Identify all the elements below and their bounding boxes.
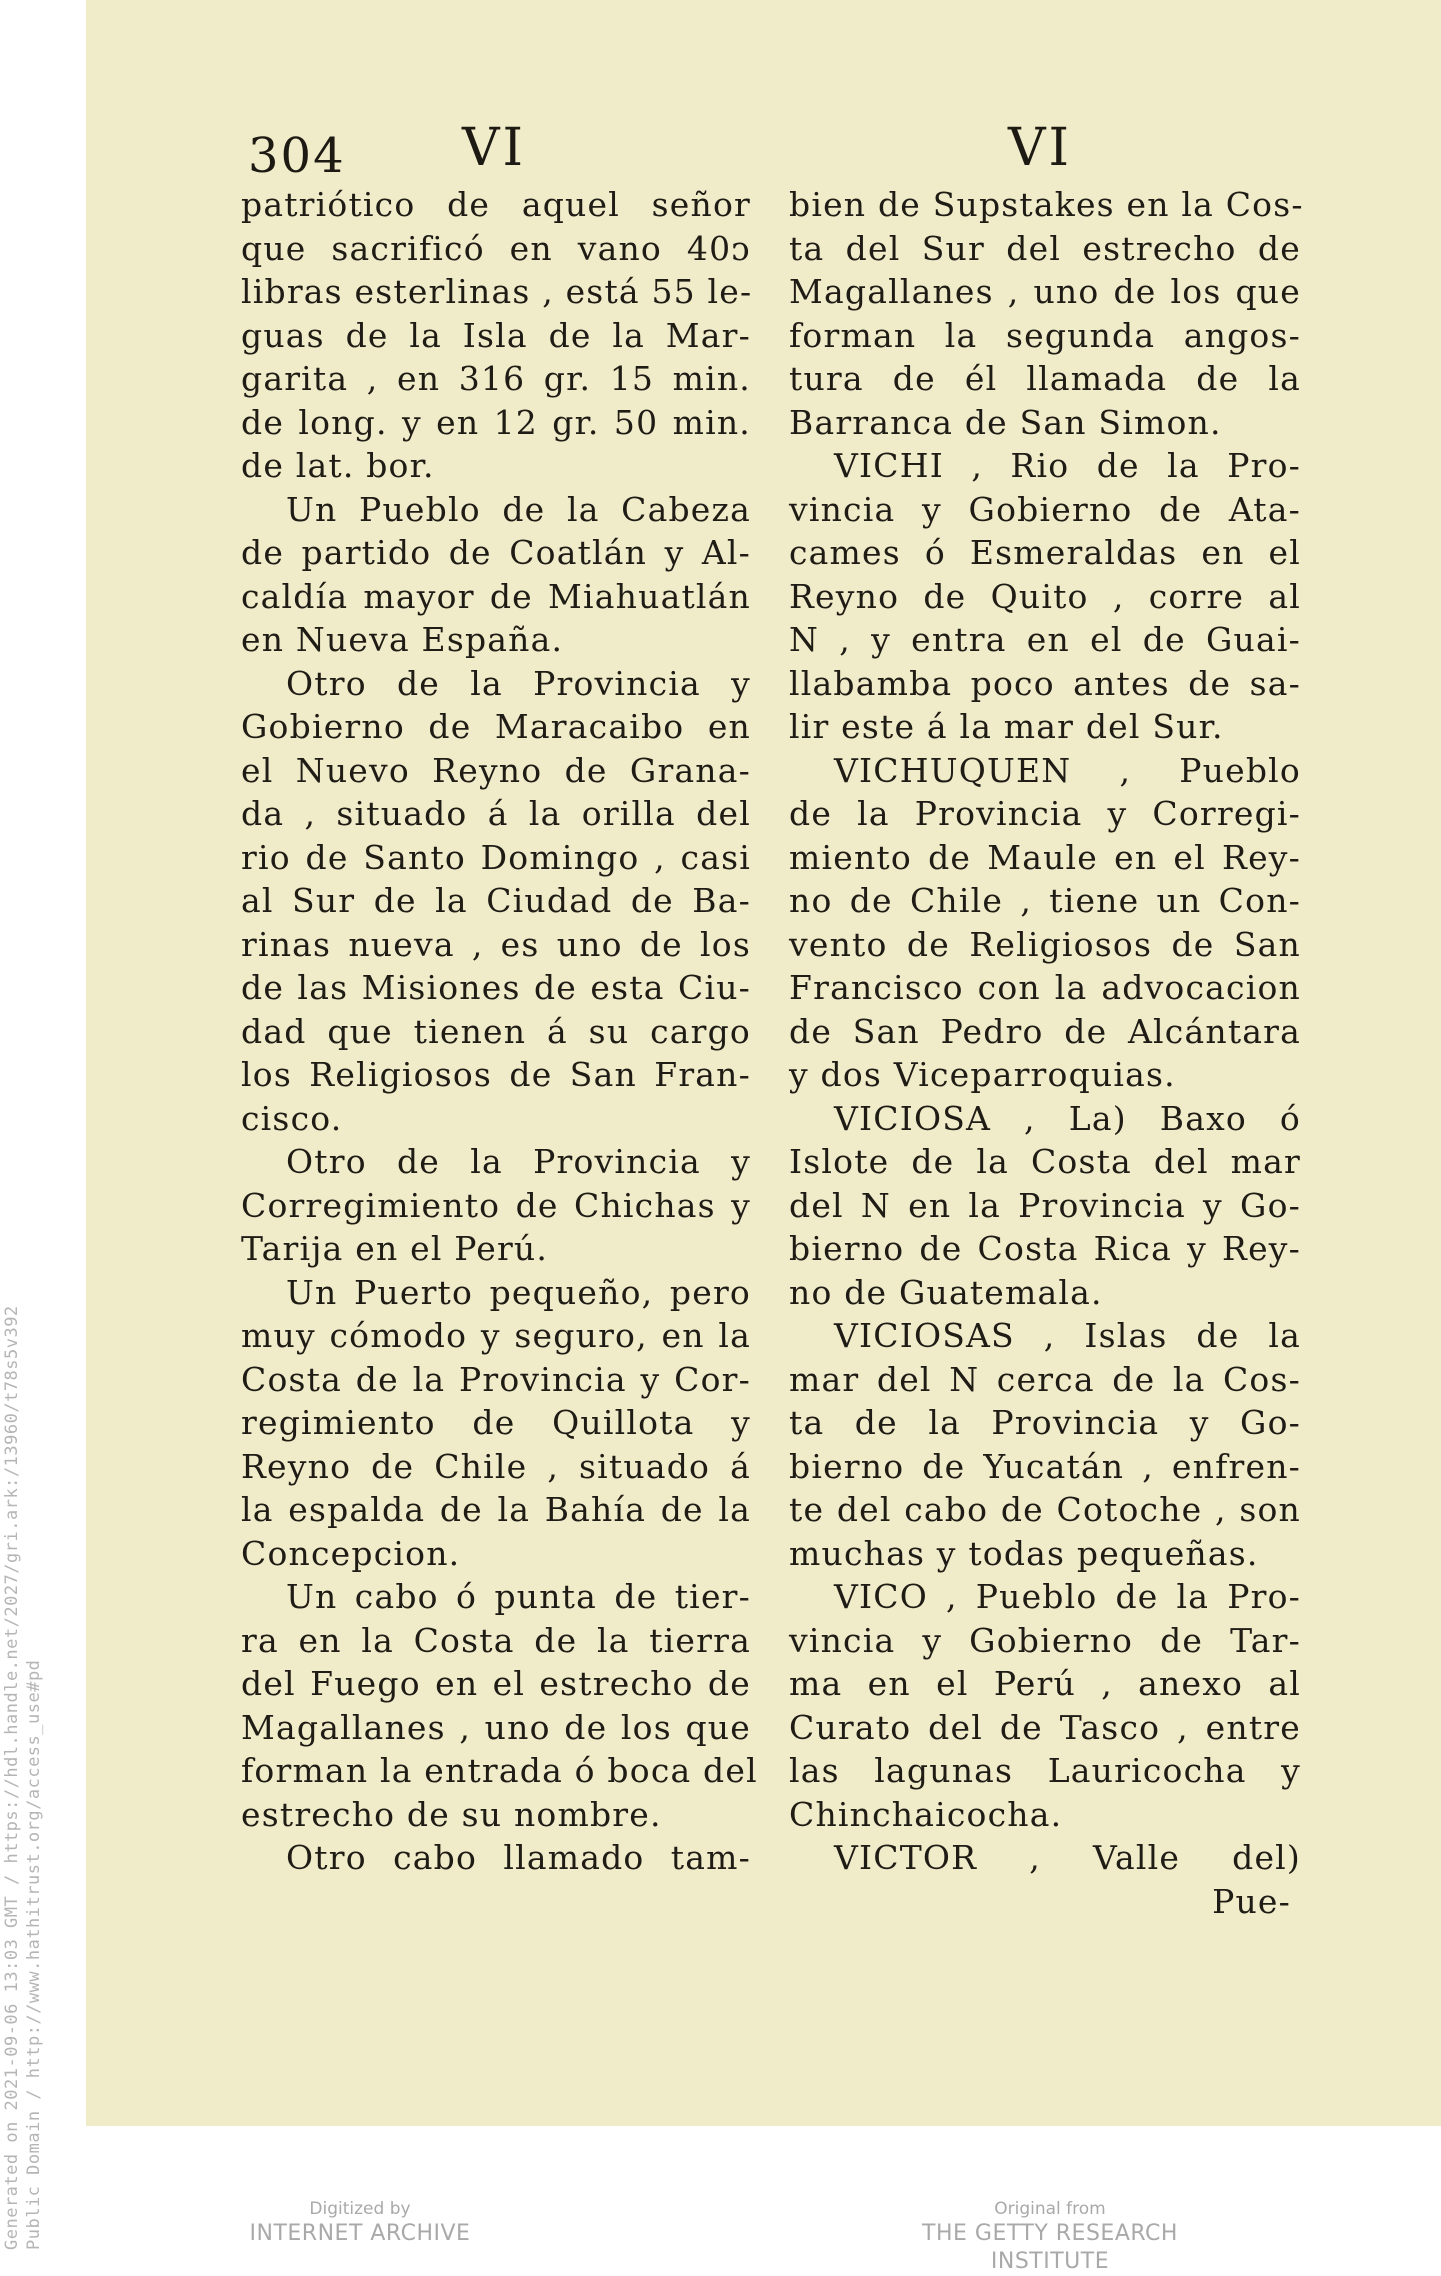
text-line: regimiento de Quillota y <box>241 1403 751 1442</box>
text-line: del N en la Provincia y Go- <box>789 1185 1301 1225</box>
running-head-left: VI <box>462 118 527 178</box>
text-line: cisco. <box>241 1098 343 1138</box>
text-line: y dos Viceparroquias. <box>789 1055 1176 1094</box>
text-line: el Nuevo Reyno de Grana- <box>241 750 751 790</box>
text-line: vincia y Gobierno de Tar- <box>789 1620 1301 1660</box>
text-line: de la Provincia y Corregi- <box>789 794 1301 833</box>
text-line: dad que tienen á su cargo <box>241 1011 751 1051</box>
text-line: Francisco con la advocacion <box>789 968 1301 1007</box>
text-line: rio de Santo Domingo , casi <box>241 837 751 877</box>
text-line: vento de Religiosos de San <box>789 924 1301 964</box>
text-line: ta del Sur del estrecho de <box>789 228 1301 268</box>
text-line: VICO , Pueblo de la Pro- <box>834 1577 1301 1616</box>
text-line: bierno de Yucatán , enfren- <box>789 1446 1301 1486</box>
generation-stamp <box>0 1100 80 2250</box>
text-line: te del cabo de Cotoche , son <box>789 1490 1301 1529</box>
text-line: Tarija en el Perú. <box>241 1229 549 1268</box>
text-line: Chinchaicocha. <box>789 1794 1063 1834</box>
text-line: no de Chile , tiene un Con- <box>789 881 1301 920</box>
text-line: Otro de la Provincia y <box>286 1142 751 1181</box>
text-line: Un cabo ó punta de tier- <box>286 1577 751 1616</box>
text-line: guas de la Isla de la Mar- <box>241 315 751 355</box>
getty-institute-name: THE GETTY RESEARCH INSTITUTE <box>922 2221 1178 2274</box>
text-line: Gobierno de Maracaibo en <box>241 707 751 746</box>
text-line: libras esterlinas , está 55 le- <box>241 272 753 311</box>
text-line: tura de él llamada de la <box>789 359 1301 398</box>
text-line: ta de la Provincia y Go- <box>789 1403 1301 1442</box>
text-line: la espalda de la Bahía de la <box>241 1490 751 1529</box>
digitized-by-label: Digitized by <box>309 2199 411 2219</box>
text-line: bien de Supstakes en la Cos- <box>789 185 1304 224</box>
text-line: Islote de la Costa del mar <box>789 1142 1301 1181</box>
text-line: cames ó Esmeraldas en el <box>789 533 1301 572</box>
text-line: estrecho de su nombre. <box>241 1794 662 1834</box>
text-line: al Sur de la Ciudad de Ba- <box>241 881 751 920</box>
text-line: Otro de la Provincia y <box>286 663 751 703</box>
original-from-label: Original from <box>994 2199 1106 2219</box>
text-line: de partido de Coatlán y Al- <box>241 533 751 572</box>
text-line: vincia y Gobierno de Ata- <box>789 489 1301 529</box>
text-line: Costa de la Provincia y Cor- <box>241 1359 751 1399</box>
text-line: VICHUQUEN , Pueblo <box>834 750 1301 790</box>
text-line: rinas nueva , es uno de los <box>241 924 751 964</box>
text-line: Concepcion. <box>241 1533 461 1573</box>
text-line: VICTOR , Valle del) <box>834 1838 1301 1877</box>
text-line: los Religiosos de San Fran- <box>241 1055 751 1094</box>
digitized-by-credit <box>200 2198 520 2248</box>
text-line: ra en la Costa de la tierra <box>241 1620 751 1660</box>
text-line: de long. y en 12 gr. 50 min. <box>241 402 751 442</box>
running-head-right: VI <box>1008 118 1073 178</box>
text-line: Corregimiento de Chichas y <box>241 1185 751 1225</box>
text-line: Un Pueblo de la Cabeza <box>286 489 751 529</box>
text-line: garita , en 316 gr. 15 min. <box>241 359 751 398</box>
page-number: 304 <box>248 128 346 184</box>
text-line: en Nueva España. <box>241 620 564 659</box>
text-line: que sacrificó en vano 40ᴐ <box>241 228 751 268</box>
text-line: Magallanes , uno de los que <box>789 272 1301 311</box>
text-line: muy cómodo y seguro, en la <box>241 1316 751 1355</box>
text-line: VICIOSAS , Islas de la <box>834 1316 1301 1355</box>
text-line: Barranca de San Simon. <box>789 402 1222 442</box>
text-line: muchas y todas pequeñas. <box>789 1533 1259 1573</box>
text-line: da , situado á la orilla del <box>241 794 751 833</box>
left-column <box>241 183 758 1880</box>
text-line: Reyno de Quito , corre al <box>789 576 1301 616</box>
text-line: lir este á la mar del Sur. <box>789 707 1224 746</box>
text-line: Magallanes , uno de los que <box>241 1707 751 1747</box>
digitization-footer <box>0 2198 1441 2274</box>
internet-archive-name: INTERNET ARCHIVE <box>249 2221 471 2246</box>
right-column <box>789 183 1304 1923</box>
text-line: bierno de Costa Rica y Rey- <box>789 1229 1301 1268</box>
text-line: Otro cabo llamado tam- <box>286 1838 751 1877</box>
text-line: no de Guatemala. <box>789 1272 1103 1312</box>
text-line: caldía mayor de Miahuatlán <box>241 576 751 616</box>
text-line: patriótico de aquel señor <box>241 185 751 224</box>
text-line: VICHI , Rio de la Pro- <box>834 446 1301 485</box>
text-line: mar del N cerca de la Cos- <box>789 1359 1301 1399</box>
text-line: VICIOSA , La) Baxo ó <box>834 1098 1301 1138</box>
text-line: Reyno de Chile , situado á <box>241 1446 751 1486</box>
text-line: miento de Maule en el Rey- <box>789 837 1301 877</box>
text-line: Curato del de Tasco , entre <box>789 1707 1301 1747</box>
text-line: ma en el Perú , anexo al <box>789 1664 1301 1703</box>
text-line: del Fuego en el estrecho de <box>241 1664 751 1703</box>
original-from-credit <box>860 2198 1240 2276</box>
generation-stamp-line-1: Generated on 2021-09-06 13:03 GMT / https://hdl.handle.net/2027/gri.ark:/13960/t78s5v392 <box>2 1305 22 2250</box>
generation-stamp-line-2: Public Domain / http://www.hathitrust.org/access_use#pd <box>24 1659 44 2250</box>
text-line: forman la segunda angos- <box>789 315 1301 355</box>
text-line: llabamba poco antes de sa- <box>789 663 1301 703</box>
catchword: Pue- <box>1212 1881 1291 1921</box>
text-line: de San Pedro de Alcántara <box>789 1011 1301 1051</box>
page-header <box>0 118 1441 188</box>
text-line: forman la entrada ó boca del <box>241 1751 758 1790</box>
text-line: de las Misiones de esta Ciu- <box>241 968 751 1007</box>
text-line: de lat. bor. <box>241 446 435 485</box>
text-line: las lagunas Lauricocha y <box>789 1751 1301 1790</box>
text-line: Un Puerto pequeño, pero <box>286 1272 751 1312</box>
text-line: N , y entra en el de Guai- <box>789 620 1301 659</box>
